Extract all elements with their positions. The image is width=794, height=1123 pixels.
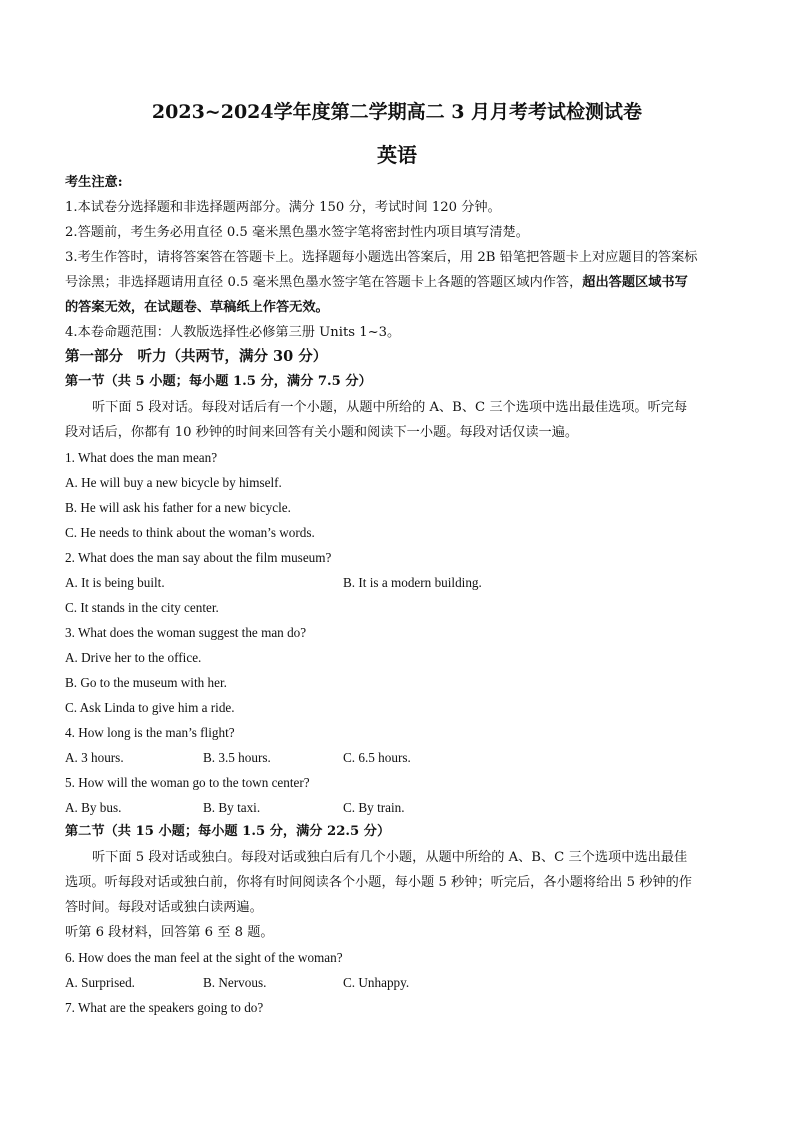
q2-option-a: A. It is being built. (65, 575, 165, 590)
q6-option-b: B. Nervous. (203, 975, 267, 990)
notice-item-4: 4.本卷命题范围：人教版选择性必修第三册 Units 1~3。 (65, 325, 401, 340)
q3-stem: 3. What does the woman suggest the man do? (65, 625, 307, 640)
q6-options-row (65, 975, 725, 991)
q2-stem: 2. What does the man say about the film museum? (65, 550, 332, 565)
q5-option-c: C. By train. (343, 800, 405, 815)
part1-heading: 第一部分 听力（共两节，满分 30 分） (65, 348, 328, 365)
q4-option-b: B. 3.5 hours. (203, 750, 271, 765)
q2-options-row (65, 575, 725, 591)
section2-instruction-line-3: 答时间。每段对话或独白读两遍。 (65, 900, 263, 915)
q2-option-b: B. It is a modern building. (343, 575, 482, 590)
section2-instruction-line-1: 听下面 5 段对话或独白。每段对话或独白后有几个小题，从题中所给的 A、B、C 三个选项中选出最佳 (92, 850, 688, 865)
notice-item-3-line-2 (65, 275, 688, 291)
q6-option-a: A. Surprised. (65, 975, 135, 990)
notice-item-3-line-2-normal: 号涂黑；非选择题请用直径 0.5 毫米黑色墨水签字笔在答题卡上各题的答题区域内作答， (65, 275, 583, 290)
material-6-note: 听第 6 段材料，回答第 6 至 8 题。 (65, 925, 274, 940)
q7-stem: 7. What are the speakers going to do? (65, 1000, 264, 1015)
q5-option-a: A. By bus. (65, 800, 122, 815)
q4-options-row (65, 750, 725, 766)
q6-stem: 6. How does the man feel at the sight of the woman? (65, 950, 343, 965)
notice-item-3-line-1: 3.考生作答时，请将答案答在答题卡上。选择题每小题选出答案后，用 2B 铅笔把答题卡上对应题目的答案标 (65, 250, 698, 265)
q5-stem: 5. How will the woman go to the town center? (65, 775, 310, 790)
exam-title: 2023~2024学年度第二学期高二 3 月月考考试检测试卷 (151, 101, 643, 123)
section1-instruction-line-1: 听下面 5 段对话。每段对话后有一个小题，从题中所给的 A、B、C 三个选项中选出最佳选项。听完每 (92, 400, 688, 415)
notice-item-3-line-3: 的答案无效，在试题卷、草稿纸上作答无效。 (65, 300, 329, 315)
q4-option-c: C. 6.5 hours. (343, 750, 411, 765)
q1-option-a: A. He will buy a new bicycle by himself. (65, 475, 282, 490)
q2-option-c: C. It stands in the city center. (65, 600, 219, 615)
q6-option-c: C. Unhappy. (343, 975, 410, 990)
q1-option-c: C. He needs to think about the woman’s words. (65, 525, 315, 540)
q4-stem: 4. How long is the man’s flight? (65, 725, 235, 740)
q4-option-a: A. 3 hours. (65, 750, 124, 765)
notice-item-3-line-2-bold: 超出答题区域书写 (582, 275, 688, 290)
notice-item-1: 1.本试卷分选择题和非选择题两部分。满分 150 分，考试时间 120 分钟。 (65, 200, 501, 215)
notice-heading: 考生注意: (65, 175, 123, 190)
section2-instruction-line-2: 选项。听每段对话或独白前，你将有时间阅读各个小题，每小题 5 秒钟；听完后，各小题将给出 5 秒钟的作 (65, 875, 692, 890)
q3-option-a: A. Drive her to the office. (65, 650, 202, 665)
q1-stem: 1. What does the man mean? (65, 450, 218, 465)
section1-heading: 第一节（共 5 小题；每小题 1.5 分，满分 7.5 分） (65, 374, 372, 389)
q5-option-b: B. By taxi. (203, 800, 261, 815)
q1-option-b: B. He will ask his father for a new bicycle. (65, 500, 291, 515)
notice-item-2: 2.答题前，考生务必用直径 0.5 毫米黑色墨水签字笔将密封性内项目填写清楚。 (65, 225, 529, 240)
section2-heading: 第二节（共 15 小题；每小题 1.5 分，满分 22.5 分） (65, 824, 391, 839)
q3-option-b: B. Go to the museum with her. (65, 675, 227, 690)
q5-options-row (65, 800, 725, 816)
section1-instruction-line-2: 段对话后，你都有 10 秒钟的时间来回答有关小题和阅读下一小题。每段对话仅读一遍。 (65, 425, 579, 440)
q3-option-c: C. Ask Linda to give him a ride. (65, 700, 235, 715)
subject-title: 英语 (377, 143, 417, 167)
